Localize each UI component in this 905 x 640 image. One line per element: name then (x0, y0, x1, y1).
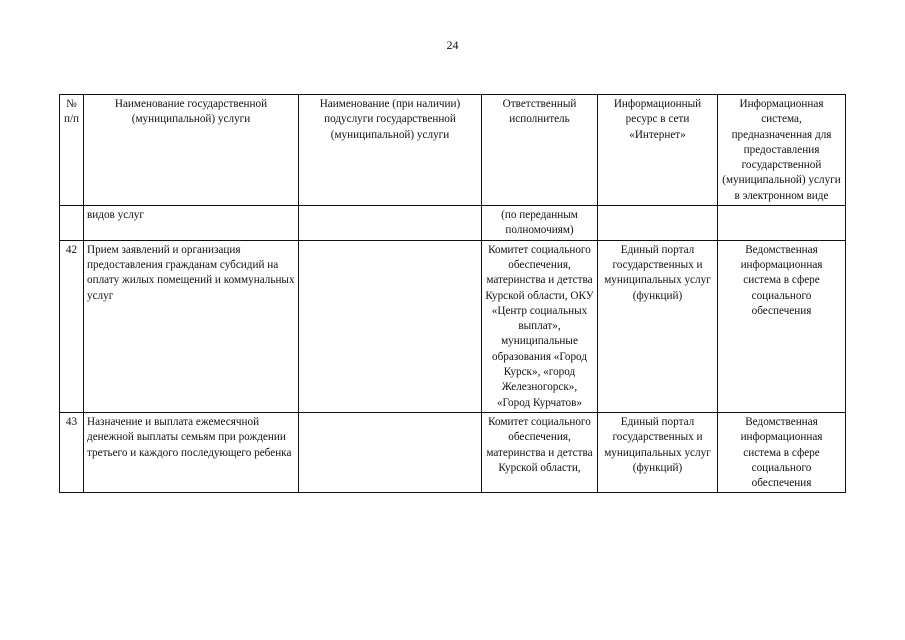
row-subservice-name (299, 206, 482, 241)
row-information-system: Ведомственная информационная система в сфере социального обеспечения (718, 412, 846, 492)
services-table (59, 94, 846, 493)
header-internet-resource: Информационный ресурс в сети «Интернет» (598, 95, 718, 206)
table-row (60, 240, 846, 412)
row-num (60, 206, 84, 241)
table-row (60, 412, 846, 492)
row-service-name: Назначение и выплата ежемесячной денежной выплаты семьям при рождении третьего и каждого последующего ребенка (84, 412, 299, 492)
row-subservice-name (299, 240, 482, 412)
row-num: 43 (60, 412, 84, 492)
row-executor: Комитет социального обеспечения, материнства и детства Курской области, (482, 412, 598, 492)
row-internet-resource: Единый портал государственных и муниципальных услуг (функций) (598, 412, 718, 492)
row-service-name: видов услуг (84, 206, 299, 241)
page-number: 24 (446, 38, 459, 52)
header-information-system: Информационная система, предназначенная для предоставления государственной (муниципальной) услуги в электронном виде (718, 95, 846, 206)
row-executor: (по переданным полномочиям) (482, 206, 598, 241)
row-subservice-name (299, 412, 482, 492)
header-service-name: Наименование государственной (муниципальной) услуги (84, 95, 299, 206)
header-subservice-name: Наименование (при наличии) подуслуги государственной (муниципальной) услуги (299, 95, 482, 206)
table-row (60, 206, 846, 241)
row-information-system: Ведомственная информационная система в сфере социального обеспечения (718, 240, 846, 412)
row-internet-resource (598, 206, 718, 241)
header-num: № п/п (60, 95, 84, 206)
row-internet-resource: Единый портал государственных и муниципальных услуг (функций) (598, 240, 718, 412)
row-information-system (718, 206, 846, 241)
row-executor: Комитет социального обеспечения, материнства и детства Курской области, ОКУ «Центр социальных выплат», муниципальные образования «Город Курск», «город Железногорск», «Город Курчатов» (482, 240, 598, 412)
row-service-name: Прием заявлений и организация предоставления гражданам субсидий на оплату жилых помещений и коммунальных услуг (84, 240, 299, 412)
header-row (60, 95, 846, 206)
header-executor: Ответственный исполнитель (482, 95, 598, 206)
row-num: 42 (60, 240, 84, 412)
